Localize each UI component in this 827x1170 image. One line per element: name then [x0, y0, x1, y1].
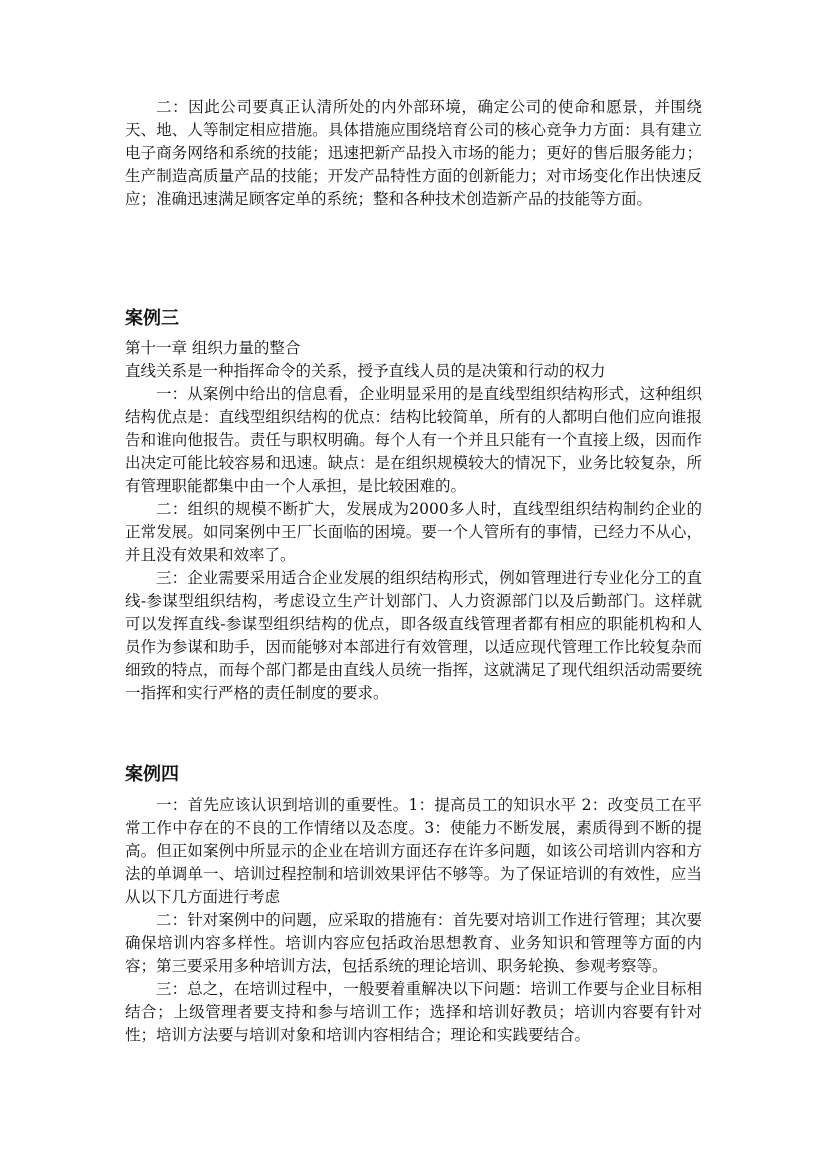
case3-heading: 案例三 — [125, 308, 179, 329]
case3-paragraph-2: 二：组织的规模不断扩大，发展成为2000多人时，直线型组织结构制约企业的正常发展。如同案例中王厂长面临的困境。要一个人管所有的事情，已经力不从心，并且没有效果和效率了。 — [125, 500, 702, 564]
case4-section — [125, 794, 702, 1047]
case4-paragraph-3: 三：总之，在培训过程中，一般要着重解决以下问题：培训工作要与企业目标相结合；上级管理者要支持和参与培训工作；选择和培训好教员；培训内容要有针对性；培训方法要与培训对象和培训内容相结合；理论和实践要结合。 — [125, 980, 702, 1044]
case3-subtitle: 直线关系是一种指挥命令的关系，授予直线人员的是决策和行动的权力 — [125, 362, 606, 380]
case3-chapter-title: 第十一章 组织力量的整合 — [125, 339, 301, 357]
case4-paragraph-2: 二：针对案例中的问题，应采取的措施有：首先要对培训工作进行管理；其次要确保培训内容多样性。培训内容应包括政治思想教育、业务知识和管理等方面的内容；第三要采用多种培训方法，包括系统的理论培训、职务轮换、参观考察等。 — [125, 911, 702, 975]
intro-section — [125, 96, 702, 211]
intro-paragraph-2: 二：因此公司要真正认清所处的内外部环境，确定公司的使命和愿景，并围绕天、地、人等制定相应措施。具体措施应围绕培育公司的核心竞争力方面：具有建立电子商务网络和系统的技能；迅速把新产品投入市场的能力；更好的售后服务能力；生产制造高质量产品的技能；开发产品特性方面的创新能力；对市场变化作出快速反应；准确迅速满足顾客定单的系统；整和各种技术创造新产品的技能等方面。 — [125, 98, 702, 208]
case3-paragraph-3: 三：企业需要采用适合企业发展的组织结构形式，例如管理进行专业化分工的直线-参谋型组织结构，考虑设立生产计划部门、人力资源部门以及后勤部门。这样就可以发挥直线-参谋型组织结构的优点，即各级直线管理者都有相应的职能机构和人员作为参谋和助手，因而能够对本部进行有效管理，以适应现代管理工作比较复杂而细致的特点，而每个部门都是由直线人员统一指挥，这就满足了现代组织活动需要统一指挥和实行严格的责任制度的要求。 — [125, 569, 702, 702]
case3-section — [125, 337, 702, 705]
case4-heading: 案例四 — [125, 764, 179, 785]
case3-paragraph-1: 一：从案例中给出的信息看，企业明显采用的是直线型组织结构形式，这种组织结构优点是：直线型组织结构的优点：结构比较简单，所有的人都明白他们应向谁报告和谁向他报告。责任与职权明确。每个人有一个并且只能有一个直接上级，因而作出决定可能比较容易和迅速。缺点：是在组织规模较大的情况下，业务比较复杂，所有管理职能都集中由一个人承担，是比较困难的。 — [125, 385, 702, 495]
case4-paragraph-1: 一：首先应该认识到培训的重要性。1：提高员工的知识水平 2：改变员工在平常工作中存在的不良的工作情绪以及态度。3：使能力不断发展，素质得到不断的提高。但正如案例中所显示的企业在培训方面还存在许多问题，如该公司培训内容和方法的单调单一、培训过程控制和培训效果评估不够等。为了保证培训的有效性，应当从以下几方面进行考虑 — [125, 796, 702, 906]
